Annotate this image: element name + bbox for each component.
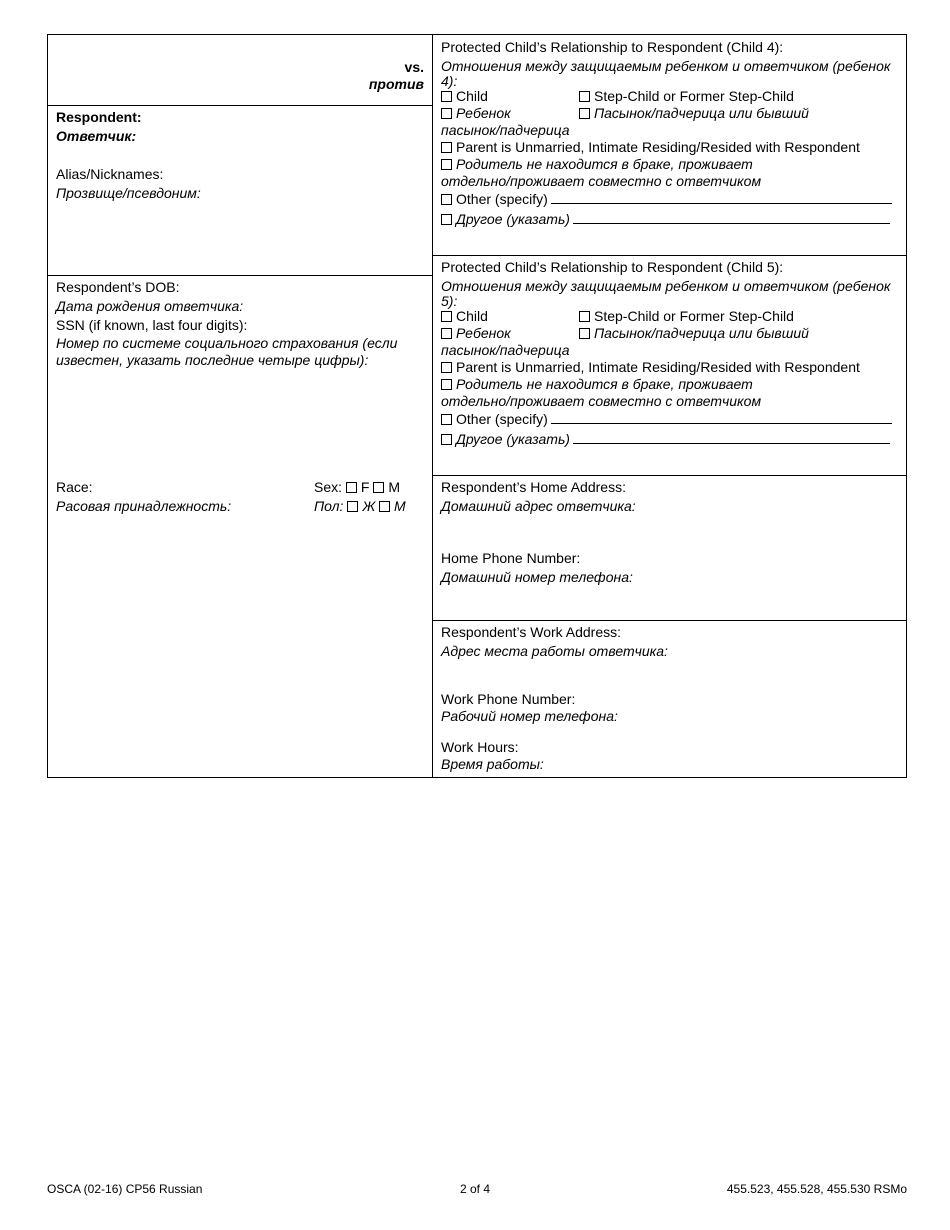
sex-f-ru-label: Ж — [362, 498, 376, 514]
column-divider — [432, 35, 433, 777]
child5-parent-ru-line2: отдельно/проживает совместно с ответчиком — [441, 393, 762, 409]
dob-section — [56, 278, 426, 369]
footer-page-number: 2 of 4 — [459, 1182, 491, 1196]
respondent-section — [56, 108, 426, 203]
child4-stepchild-ru-line2: пасынок/падчерица — [441, 122, 570, 138]
child4-stepchild-ru-label: Пасынок/падчерица или бывший — [594, 105, 809, 121]
child5-stepchild-ru-label: Пасынок/падчерица или бывший — [594, 325, 809, 341]
child4-other-ru-input[interactable] — [573, 212, 890, 224]
alias-label-ru: Прозвище/псевдоним: — [56, 185, 201, 201]
child4-other-checkbox[interactable] — [441, 194, 452, 205]
child4-stepchild-ru-checkbox[interactable] — [579, 108, 590, 119]
sex-label-ru: Пол: — [314, 498, 344, 514]
work-section — [441, 623, 901, 773]
sex-m-label: M — [388, 479, 401, 495]
vs-label-ru: против — [368, 76, 424, 92]
work-phone-label: Work Phone Number: — [441, 691, 576, 707]
child5-parent-ru-checkbox[interactable] — [441, 379, 452, 390]
child5-stepchild-label: Step-Child or Former Step-Child — [594, 308, 794, 324]
respondent-label-ru: Ответчик: — [56, 128, 137, 144]
work-hours-label-ru: Время работы: — [441, 756, 544, 772]
sex-field — [314, 478, 400, 497]
child4-parent-ru-checkbox[interactable] — [441, 159, 452, 170]
sex-m-ru-label: М — [394, 498, 406, 514]
race-label: Race: — [56, 479, 93, 495]
child5-child-label: Child — [456, 308, 488, 324]
work-hours-label: Work Hours: — [441, 739, 519, 755]
child5-other-ru-checkbox[interactable] — [441, 434, 452, 445]
vs-section — [48, 59, 424, 93]
child4-parent-ru-label: Родитель не находится в браке, проживает — [456, 156, 753, 172]
race-sex-section — [56, 478, 426, 516]
child4-other-ru-checkbox[interactable] — [441, 214, 452, 225]
child4-title-ru-line1: Отношения между защищаемым ребенком и ответчиком (ребенок — [441, 58, 891, 74]
respondent-label: Respondent: — [56, 109, 142, 125]
home-address-label: Respondent’s Home Address: — [441, 479, 626, 495]
race-label-ru: Расовая принадлежность: — [56, 498, 232, 514]
divider — [432, 475, 907, 476]
alias-label: Alias/Nicknames: — [56, 166, 164, 182]
home-phone-label-ru: Домашний номер телефона: — [441, 569, 633, 585]
child5-section — [441, 259, 901, 448]
divider — [48, 275, 432, 276]
child4-other-label: Other (specify) — [456, 191, 548, 207]
respondent-info-form — [47, 34, 907, 778]
child4-other-ru-label: Другое (указать) — [456, 211, 570, 227]
child5-parent-checkbox[interactable] — [441, 362, 452, 373]
child4-parent-ru-line2: отдельно/проживает совместно с ответчиком — [441, 173, 762, 189]
sex-f-checkbox[interactable] — [346, 482, 357, 493]
child4-section — [441, 39, 901, 228]
divider — [48, 105, 432, 106]
ssn-label-ru-line2: известен, указать последние четыре цифры): — [56, 352, 369, 368]
sex-label: Sex: — [314, 479, 343, 495]
child5-stepchild-checkbox[interactable] — [579, 311, 590, 322]
child5-parent-ru-label: Родитель не находится в браке, проживает — [456, 376, 753, 392]
footer-form-id: OSCA (02-16) CP56 Russian — [47, 1182, 203, 1196]
child4-parent-checkbox[interactable] — [441, 142, 452, 153]
divider — [432, 255, 907, 256]
sex-m-checkbox[interactable] — [373, 482, 384, 493]
child4-stepchild-checkbox[interactable] — [579, 91, 590, 102]
child5-other-ru-input[interactable] — [573, 432, 890, 444]
home-phone-label: Home Phone Number: — [441, 550, 581, 566]
child5-child-ru-checkbox[interactable] — [441, 328, 452, 339]
child5-other-input[interactable] — [551, 412, 892, 424]
child4-child-label: Child — [456, 88, 488, 104]
child5-other-label: Other (specify) — [456, 411, 548, 427]
ssn-label-ru-line1: Номер по системе социального страхования (если — [56, 335, 398, 351]
child5-other-checkbox[interactable] — [441, 414, 452, 425]
home-address-label-ru: Домашний адрес ответчика: — [441, 498, 636, 514]
child4-title: Protected Child’s Relationship to Respondent (Child 4): — [441, 39, 784, 55]
child4-other-input[interactable] — [551, 192, 892, 204]
child4-stepchild-label: Step-Child or Former Step-Child — [594, 88, 794, 104]
vs-label: vs. — [404, 59, 424, 75]
child4-child-ru-checkbox[interactable] — [441, 108, 452, 119]
ssn-label-ru — [56, 335, 426, 369]
work-address-label-ru: Адрес места работы ответчика: — [441, 643, 668, 659]
sex-field-ru — [314, 497, 406, 516]
home-section — [441, 478, 901, 587]
dob-label-ru: Дата рождения ответчика: — [56, 298, 244, 314]
child4-title-ru-line2: 4): — [441, 73, 458, 89]
child5-other-ru-label: Другое (указать) — [456, 431, 570, 447]
divider — [432, 620, 907, 621]
child4-child-ru-label: Ребенок — [456, 105, 511, 121]
work-address-label: Respondent’s Work Address: — [441, 624, 622, 640]
child4-child-checkbox[interactable] — [441, 91, 452, 102]
ssn-label: SSN (if known, last four digits): — [56, 317, 248, 333]
footer-statutes: 455.523, 455.528, 455.530 RSMo — [726, 1182, 907, 1196]
child4-parent-label: Parent is Unmarried, Intimate Residing/Resided with Respondent — [456, 139, 860, 155]
child5-title: Protected Child’s Relationship to Respondent (Child 5): — [441, 259, 784, 275]
sex-m-ru-checkbox[interactable] — [379, 501, 390, 512]
sex-f-ru-checkbox[interactable] — [347, 501, 358, 512]
child5-child-ru-label: Ребенок — [456, 325, 511, 341]
child5-stepchild-ru-line2: пасынок/падчерица — [441, 342, 570, 358]
child5-title-ru-line2: 5): — [441, 293, 458, 309]
work-phone-label-ru: Рабочий номер телефона: — [441, 708, 618, 724]
dob-label: Respondent’s DOB: — [56, 279, 180, 295]
child5-child-checkbox[interactable] — [441, 311, 452, 322]
child5-parent-label: Parent is Unmarried, Intimate Residing/Resided with Respondent — [456, 359, 860, 375]
child5-stepchild-ru-checkbox[interactable] — [579, 328, 590, 339]
sex-f-label: F — [360, 479, 370, 495]
child5-title-ru-line1: Отношения между защищаемым ребенком и ответчиком (ребенок — [441, 278, 891, 294]
